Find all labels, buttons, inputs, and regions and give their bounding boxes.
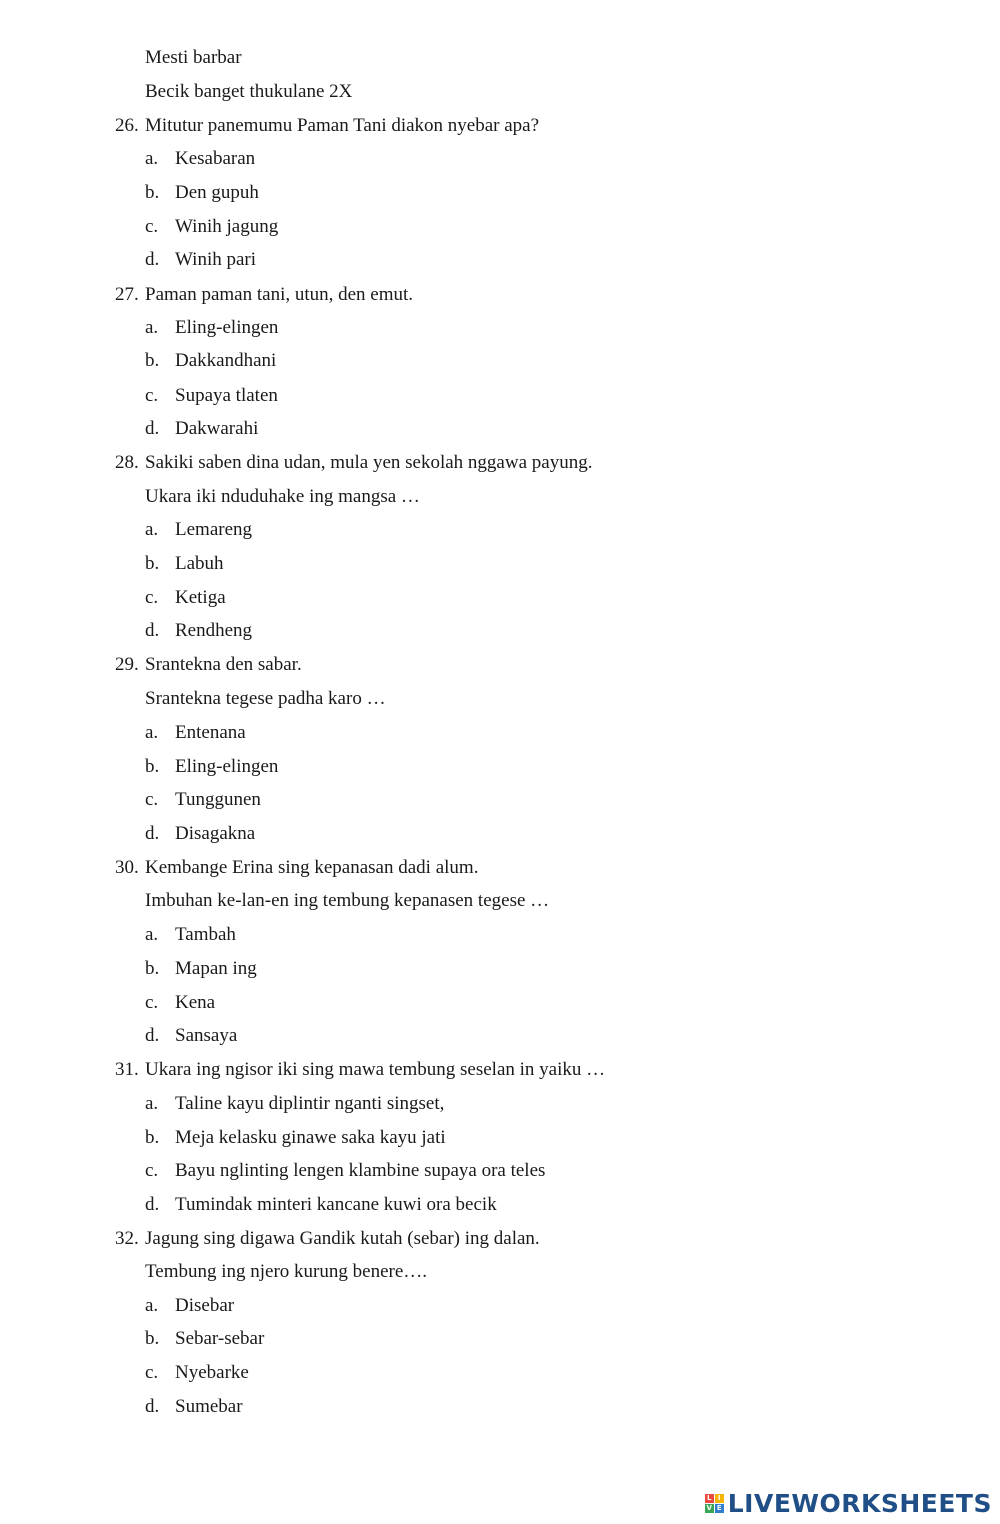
option-text: Dakkandhani: [175, 350, 277, 371]
question-number: 30.: [115, 857, 139, 878]
option-text: Tambah: [175, 924, 236, 945]
option-text: Ketiga: [175, 587, 226, 608]
option-letter: c.: [145, 216, 159, 237]
option-text: Meja kelasku ginawe saka kayu jati: [175, 1127, 446, 1148]
option-text: Winih pari: [175, 249, 257, 270]
option-letter: d.: [145, 823, 160, 844]
option-letter: c.: [145, 587, 159, 608]
option-letter: a.: [145, 722, 159, 743]
option-text: Sebar-sebar: [175, 1328, 265, 1349]
logo-mark-tile: L: [705, 1494, 714, 1503]
option-letter: d.: [145, 620, 160, 641]
option-letter: d.: [145, 1194, 160, 1215]
option-letter: c.: [145, 385, 159, 406]
logo-text: LIVEWORKSHEETS: [727, 1488, 992, 1518]
option-text: Rendheng: [175, 620, 253, 641]
option-letter: b.: [145, 553, 160, 574]
logo-mark-tile: E: [715, 1504, 724, 1513]
option-text: Den gupuh: [175, 182, 259, 203]
logo-mark-icon: [705, 1494, 724, 1513]
option-letter: b.: [145, 1328, 160, 1349]
option-text: Disebar: [175, 1295, 235, 1316]
option-letter: a.: [145, 148, 159, 169]
question-number: 27.: [115, 284, 139, 305]
liveworksheets-logo[interactable]: [705, 1488, 992, 1518]
option-text: Taline kayu diplintir nganti singset,: [175, 1093, 445, 1114]
option-text: Entenana: [175, 722, 246, 743]
question-text: Srantekna tegese padha karo …: [145, 688, 386, 709]
option-text: Sumebar: [175, 1396, 243, 1417]
option-letter: a.: [145, 519, 159, 540]
option-letter: c.: [145, 1362, 159, 1383]
question-text: Jagung sing digawa Gandik kutah (sebar) ing dalan.: [145, 1228, 540, 1249]
question-text: Paman paman tani, utun, den emut.: [145, 284, 414, 305]
option-letter: b.: [145, 1127, 160, 1148]
question-text: Ukara ing ngisor iki sing mawa tembung seselan in yaiku …: [145, 1059, 606, 1080]
option-letter: d.: [145, 418, 160, 439]
option-text: Sansaya: [175, 1025, 238, 1046]
option-text: Supaya tlaten: [175, 385, 278, 406]
option-letter: d.: [145, 1025, 160, 1046]
option-letter: a.: [145, 1295, 159, 1316]
option-text: Eling-elingen: [175, 756, 279, 777]
option-letter: c.: [145, 789, 159, 810]
option-text: Kena: [175, 992, 216, 1013]
option-text: Tumindak minteri kancane kuwi ora becik: [175, 1194, 497, 1215]
option-letter: d.: [145, 249, 160, 270]
question-number: 32.: [115, 1228, 139, 1249]
option-letter: a.: [145, 924, 159, 945]
option-text: Disagakna: [175, 823, 256, 844]
option-text: Lemareng: [175, 519, 253, 540]
question-text: Srantekna den sabar.: [145, 654, 302, 675]
logo-mark-tile: I: [715, 1494, 724, 1503]
option-text: Labuh: [175, 553, 224, 574]
option-letter: a.: [145, 1093, 159, 1114]
option-text: Dakwarahi: [175, 418, 259, 439]
logo-mark-tile: V: [706, 1503, 712, 1512]
option-letter: a.: [145, 317, 159, 338]
option-letter: b.: [145, 756, 160, 777]
option-text: Kesabaran: [175, 148, 256, 169]
question-number: 29.: [115, 654, 139, 675]
option-text: Nyebarke: [175, 1362, 249, 1383]
option-letter: c.: [145, 992, 159, 1013]
option-letter: c.: [145, 1160, 159, 1181]
question-number: 31.: [115, 1059, 139, 1080]
question-text: Kembange Erina sing kepanasan dadi alum.: [145, 857, 479, 878]
option-text: Winih jagung: [175, 216, 279, 237]
option-letter: b.: [145, 182, 160, 203]
question-text: Sakiki saben dina udan, mula yen sekolah nggawa payung.: [145, 452, 593, 473]
option-letter: b.: [145, 350, 160, 371]
option-text: Tunggunen: [175, 789, 261, 810]
intro-line: Mesti barbar: [145, 47, 242, 68]
question-text: Mitutur panemumu Paman Tani diakon nyebar apa?: [145, 115, 540, 136]
intro-line: Becik banget thukulane 2X: [145, 81, 353, 102]
option-text: Bayu nglinting lengen klambine supaya ora teles: [175, 1160, 546, 1181]
question-number: 28.: [115, 452, 139, 473]
option-text: Eling-elingen: [175, 317, 279, 338]
question-text: Tembung ing njero kurung benere….: [145, 1261, 428, 1282]
question-number: 26.: [115, 115, 139, 136]
option-text: Mapan ing: [175, 958, 257, 979]
question-text: Imbuhan ke-lan-en ing tembung kepanasen tegese …: [145, 890, 550, 911]
option-letter: d.: [145, 1396, 160, 1417]
question-text: Ukara iki nduduhake ing mangsa …: [145, 486, 420, 507]
option-letter: b.: [145, 958, 160, 979]
